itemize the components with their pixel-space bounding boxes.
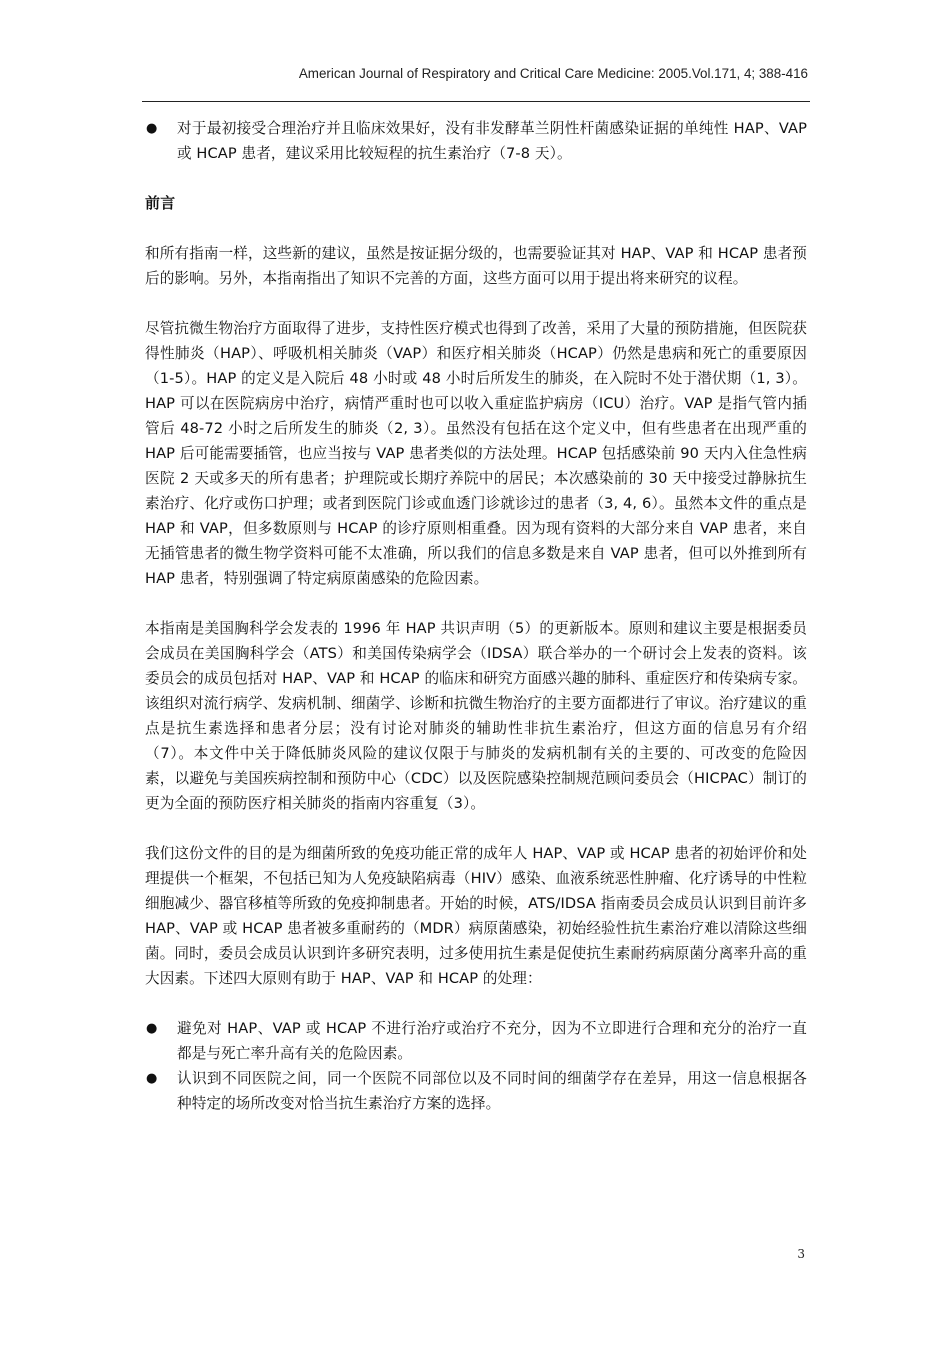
- page-body: [145, 116, 807, 1116]
- list-item: [145, 1016, 807, 1066]
- bullet-text: 避免对 HAP、VAP 或 HCAP 不进行治疗或治疗不充分，因为不立即进行合理和充分的治疗一直都是与死亡率升高有关的危险因素。: [177, 1020, 807, 1062]
- page-number: 3: [797, 1247, 805, 1261]
- bullet-icon: ●: [146, 1071, 158, 1086]
- header-divider: [142, 101, 810, 102]
- section-heading: 前言: [145, 194, 176, 212]
- bullet-text: 对于最初接受合理治疗并且临床效果好，没有非发酵革兰阴性杆菌感染证据的单纯性 HAP、VAP 或 HCAP 患者，建议采用比较短程的抗生素治疗（7-8 天）。: [177, 120, 807, 162]
- bullet-icon: ●: [146, 1021, 158, 1036]
- paragraph: 我们这份文件的目的是为细菌所致的免疫功能正常的成年人 HAP、VAP 或 HCAP 患者的初始评价和处理提供一个框架，不包括已知为人免疫缺陷病毒（HIV）感染、血液系统恶性肿瘤、化疗诱导的中性粒细胞减少、器官移植等所致的免疫抑制患者。开始的时候，ATS/IDSA 指南委员会成员认识到目前许多 HAP、VAP 或 HCAP 患者被多重耐药的（MDR）病原菌感染，初始经验性抗生素治疗难以清除这些细菌。同时，委员会成员认识到许多研究表明，过多使用抗生素是促使抗生素耐药病原菌分离率升高的重大因素。下述四大原则有助于 HAP、VAP 和 HCAP 的处理：: [145, 845, 807, 987]
- running-header: American Journal of Respiratory and Critical Care Medicine: 2005.Vol.171, 4; 388-416: [298, 66, 808, 81]
- list-item: [145, 116, 807, 166]
- paragraph: 和所有指南一样，这些新的建议，虽然是按证据分级的，也需要验证其对 HAP、VAP 和 HCAP 患者预后的影响。另外，本指南指出了知识不完善的方面，这些方面可以用于提出将来研究的议程。: [145, 245, 807, 287]
- bullet-icon: ●: [146, 121, 158, 136]
- paragraph: 本指南是美国胸科学会发表的 1996 年 HAP 共识声明（5）的更新版本。原则和建议主要是根据委员会成员在美国胸科学会（ATS）和美国传染病学会（IDSA）联合举办的一个研讨会上发表的资料。该委员会的成员包括对 HAP、VAP 和 HCAP 的临床和研究方面感兴趣的肺科、重症医疗和传染病专家。该组织对流行病学、发病机制、细菌学、诊断和抗微生物治疗的主要方面都进行了审议。治疗建议的重点是抗生素选择和患者分层；没有讨论对肺炎的辅助性非抗生素治疗，但这方面的信息另有介绍（7）。本文件中关于降低肺炎风险的建议仅限于与肺炎的发病机制有关的主要的、可改变的危险因素，以避免与美国疾病控制和预防中心（CDC）以及医院感染控制规范顾问委员会（HICPAC）制订的更为全面的预防医疗相关肺炎的指南内容重复（3）。: [145, 620, 807, 812]
- bullet-text: 认识到不同医院之间，同一个医院不同部位以及不同时间的细菌学存在差异，用这一信息根据各种特定的场所改变对恰当抗生素治疗方案的选择。: [177, 1070, 807, 1112]
- paragraph: 尽管抗微生物治疗方面取得了进步，支持性医疗模式也得到了改善，采用了大量的预防措施，但医院获得性肺炎（HAP）、呼吸机相关肺炎（VAP）和医疗相关肺炎（HCAP）仍然是患病和死亡的重要原因（1-5）。HAP 的定义是入院后 48 小时或 48 小时后所发生的肺炎，在入院时不处于潜伏期（1, 3）。HAP 可以在医院病房中治疗，病情严重时也可以收入重症监护病房（ICU）治疗。VAP 是指气管内插管后 48-72 小时之后所发生的肺炎（2, 3）。虽然没有包括在这个定义中，但有些患者在出现严重的 HAP 后可能需要插管，也应当按与 VAP 患者类似的方法处理。HCAP 包括感染前 90 天内入住急性病医院 2 天或多天的所有患者；护理院或长期疗养院中的居民；本次感染前的 30 天中接受过静脉抗生素治疗、化疗或伤口护理；或者到医院门诊或血透门诊就诊过的患者（3, 4, 6）。虽然本文件的重点是 HAP 和 VAP，但多数原则与 HCAP 的诊疗原则相重叠。因为现有资料的大部分来自 VAP 患者，来自无插管患者的微生物学资料可能不太准确，所以我们的信息多数是来自 VAP 患者，但可以外推到所有 HAP 患者，特别强调了特定病原菌感染的危险因素。: [145, 320, 807, 587]
- list-item: [145, 1066, 807, 1116]
